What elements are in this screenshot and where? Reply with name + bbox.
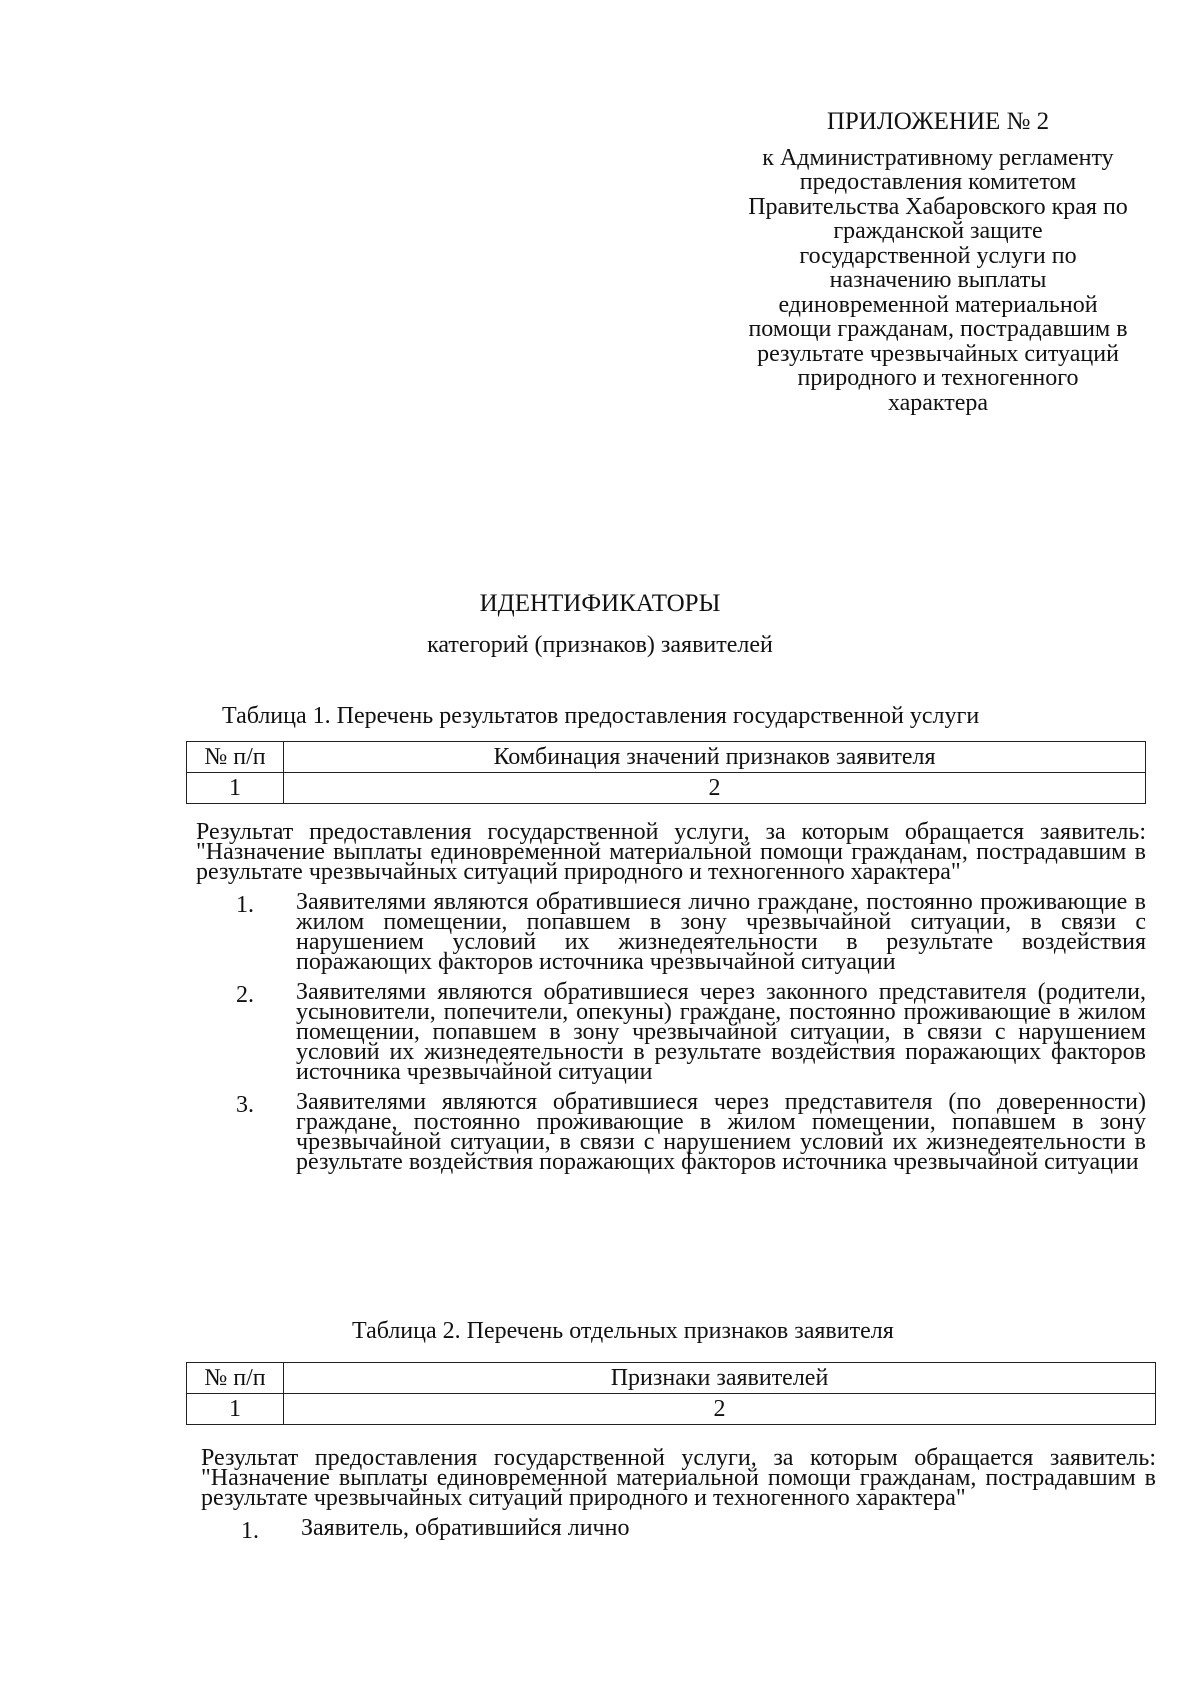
list-item-number: 3. (236, 1092, 254, 1118)
table1 (186, 741, 1146, 804)
table2 (186, 1362, 1156, 1425)
table2-header-number: № п/п (187, 1363, 284, 1394)
table2-caption: Таблица 2. Перечень отдельных признаков заявителя (352, 1318, 894, 1344)
document-title: ИДЕНТИФИКАТОРЫ (479, 590, 721, 617)
table1-header-combination: Комбинация значений признаков заявителя (284, 742, 1146, 773)
table2-col-number-1: 1 (187, 1394, 284, 1425)
list-item-text: Заявителями являются обратившиеся лично граждане, постоянно проживающие в жилом помещении, попавшем в зону чрезвычайной ситуации, в связи с нарушением условий их жизнедеятельности в результате воздействия поражающих факторов источника чрезвычайной ситуации (296, 889, 1146, 975)
table1-result-text: Результат предоставления государственной услуги, за которым обращается заявитель: "Назначение выплаты единовременной материальной помощи гражданам, пострадавшим в результате чрезвычайных ситуаций природного и техногенного характера" (196, 819, 1146, 885)
table1-content (196, 819, 1146, 1175)
table1-col-number-1: 1 (187, 773, 284, 804)
table1-number-row (187, 773, 1146, 804)
list-item-number: 2. (236, 982, 254, 1008)
list-item-number: 1. (236, 892, 254, 918)
list-item-text: Заявителями являются обратившиеся через законного представителя (родители, усыновители, попечители, опекуны) граждане, постоянно проживающие в жилом помещении, попавшем в зону чрезвычайной ситуации, в связи с нарушением условий их жизнедеятельности в результате воздействия поражающих факторов источника чрезвычайной ситуации (296, 979, 1146, 1085)
document-subtitle: категорий (признаков) заявителей (427, 632, 773, 658)
appendix-title: ПРИЛОЖЕНИЕ № 2 (826, 108, 1050, 135)
list-item (196, 1089, 1146, 1175)
appendix-text: к Административному регламенту предоставления комитетом Правительства Хабаровского края по гражданской защите государственной услуги по назначению выплаты единовременной материальной помощи гражданам, пострадавшим в результате чрезвычайных ситуаций природного и техногенного характера (748, 144, 1128, 416)
list-item (201, 1515, 1156, 1544)
list-item (196, 889, 1146, 975)
list-item-text: Заявителями являются обратившиеся через представителя (по доверенности) граждане, постоянно проживающие в жилом помещении, попавшем в зону чрезвычайной ситуации, в связи с нарушением условий их жизнедеятельности в результате воздействия поражающих факторов источника чрезвычайной ситуации (296, 1089, 1146, 1175)
table2-content (201, 1445, 1156, 1544)
table1-caption: Таблица 1. Перечень результатов предоставления государственной услуги (222, 703, 980, 729)
table1-col-number-2: 2 (284, 773, 1146, 804)
table2-attributes-list (201, 1515, 1156, 1544)
table2-header-row (187, 1363, 1156, 1394)
appendix-header (748, 110, 1128, 415)
table2-number-row (187, 1394, 1156, 1425)
table2-result-text: Результат предоставления государственной услуги, за которым обращается заявитель: "Назначение выплаты единовременной материальной помощи гражданам, пострадавшим в результате чрезвычайных ситуаций природного и техногенного характера" (201, 1445, 1156, 1511)
table1-criteria-list (196, 889, 1146, 1175)
list-item-text: Заявитель, обратившийся лично (301, 1515, 630, 1541)
table2-header-attributes: Признаки заявителей (284, 1363, 1156, 1394)
table1-header-number: № п/п (187, 742, 284, 773)
list-item (196, 979, 1146, 1085)
table1-header-row (187, 742, 1146, 773)
list-item-number: 1. (241, 1518, 259, 1544)
table2-col-number-2: 2 (284, 1394, 1156, 1425)
